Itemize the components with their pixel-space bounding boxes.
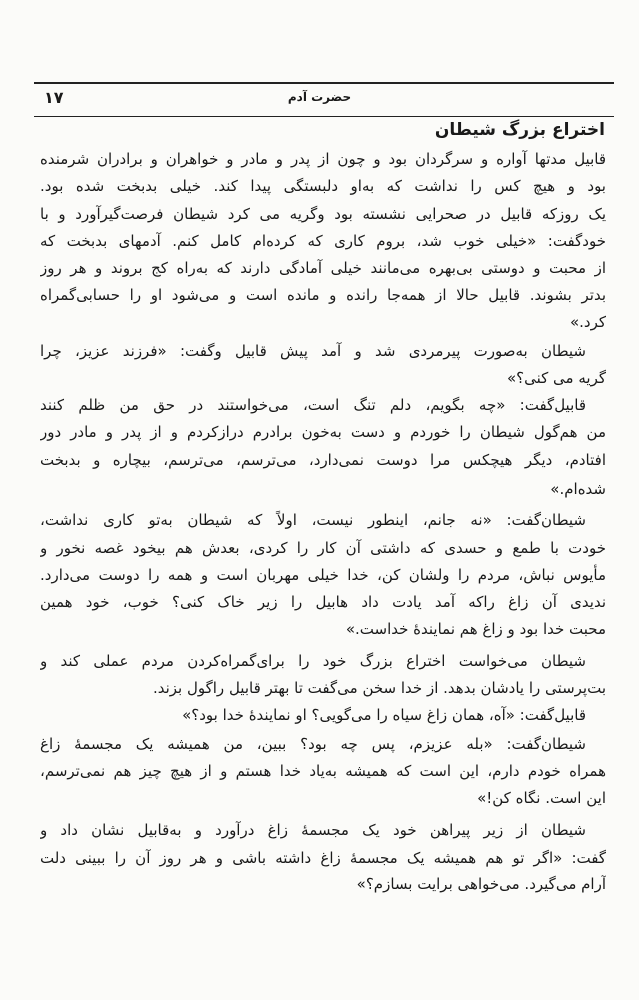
text-line: گفت: «اگر تو هم همیشه یک مجسمهٔ زاغ داشته باشی و هر روز آن را ببینی دلت bbox=[40, 849, 606, 867]
text-line: خودگفت: «خیلی خوب شد، بروم کاری که کرده‌ام کامل کنم. آدمهای بدبخت که bbox=[40, 232, 606, 250]
text-line: شیطان از زیر پیراهن خود یک مجسمهٔ زاغ درآورد و به‌قابیل نشان داد و bbox=[40, 821, 586, 839]
text-line: یک روزکه قابیل در صحرایی نشسته بود وگریه می کرد شیطان فرصت‌گیرآورد و با bbox=[40, 205, 606, 223]
text-line: محبت خدا بود و زاغ هم نمایندهٔ خداست.» bbox=[345, 620, 606, 638]
text-line: خودت با طمع و حسدی که داشتی آن کار را کردی، بعدش هم بیخود غصه نخور و bbox=[40, 539, 606, 557]
text-line: این است. نگاه کن!» bbox=[477, 789, 606, 807]
text-line: شده‌ام.» bbox=[550, 480, 606, 498]
page-number: ۱۷ bbox=[44, 88, 64, 107]
text-line: مأیوس نباش، مردم را ولشان کن، خدا خیلی مهربان است و همه را دوست می‌دارد. bbox=[40, 566, 606, 584]
text-line: شیطان‌گفت: «نه جانم، اینطور نیست، اولاً که شیطان به‌تو کاری نداشت، bbox=[40, 511, 586, 529]
text-line: قابیل‌گفت: «آه، همان زاغ سیاه را می‌گویی؟ او نمایندهٔ خدا بود؟» bbox=[182, 706, 586, 724]
text-line: ندیدی آن زاغ راکه آمد یادت داد هابیل را زیر خاک کنی؟ خوب، خود همین bbox=[40, 593, 606, 611]
text-line: بت‌پرستی را یادشان بدهد. از خدا سخن می‌گفت تا بهتر قابیل راگول بزند. bbox=[152, 679, 606, 697]
text-line: گریه می کنی؟» bbox=[506, 369, 606, 387]
text-line: شیطان به‌صورت پیرمردی شد و آمد پیش قابیل وگفت: «فرزند عزیز، چرا bbox=[40, 342, 586, 360]
header-top-rule bbox=[34, 82, 614, 84]
text-line: قابیل مدتها آواره و سرگردان بود و چون از پدر و مادر و خواهران و برادران شرمنده bbox=[40, 150, 606, 168]
text-line: همراه خودم دارم، این است که همیشه به‌یاد خدا هستم و از هیچ چیز هم نمی‌ترسم، bbox=[40, 762, 606, 780]
text-line: آرام می‌گیرد. می‌خواهی برایت بسازم؟» bbox=[356, 875, 606, 893]
running-title: حضرت آدم bbox=[287, 90, 352, 104]
text-line: بود و هیچ کس را نداشت که به‌او دلبستگی پیدا کند. خیلی بدبخت شده بود. bbox=[40, 177, 606, 195]
section-title: اختراع بزرگ شیطان bbox=[434, 120, 605, 140]
text-line: من هم‌گول شیطان را خوردم و دست به‌خون برادرم درازکردم و از پدر و مادر دور bbox=[40, 423, 606, 441]
text-line: از محبت و دوستی بی‌بهره می‌مانند خیلی آمادگی دارند که به‌راه کج بروند و هر روز bbox=[40, 259, 606, 277]
text-line: شیطان می‌خواست اختراع بزرگ خود را برای‌گمراه‌کردن مردم عملی کند و bbox=[40, 652, 586, 670]
text-line: شیطان‌گفت: «بله عزیزم، پس چه بود؟ ببین، من همیشه یک مجسمهٔ زاغ bbox=[40, 735, 586, 753]
header-bottom-rule bbox=[34, 116, 614, 117]
text-line: افتادم، دیگر هیچکس مرا دوست نمی‌دارد، می‌ترسم، می‌ترسم، بیچاره و بدبخت bbox=[40, 451, 606, 469]
text-line: قابیل‌گفت: «چه بگویم، دلم تنگ است، می‌خواستند در حق من ظلم کنند bbox=[40, 396, 586, 414]
text-line: بدتر بشوند. قابیل حالا از همه‌جا رانده و مانده است و می‌شود او را حسابی‌گمراه bbox=[40, 286, 606, 304]
text-line: کرد.» bbox=[569, 313, 606, 331]
